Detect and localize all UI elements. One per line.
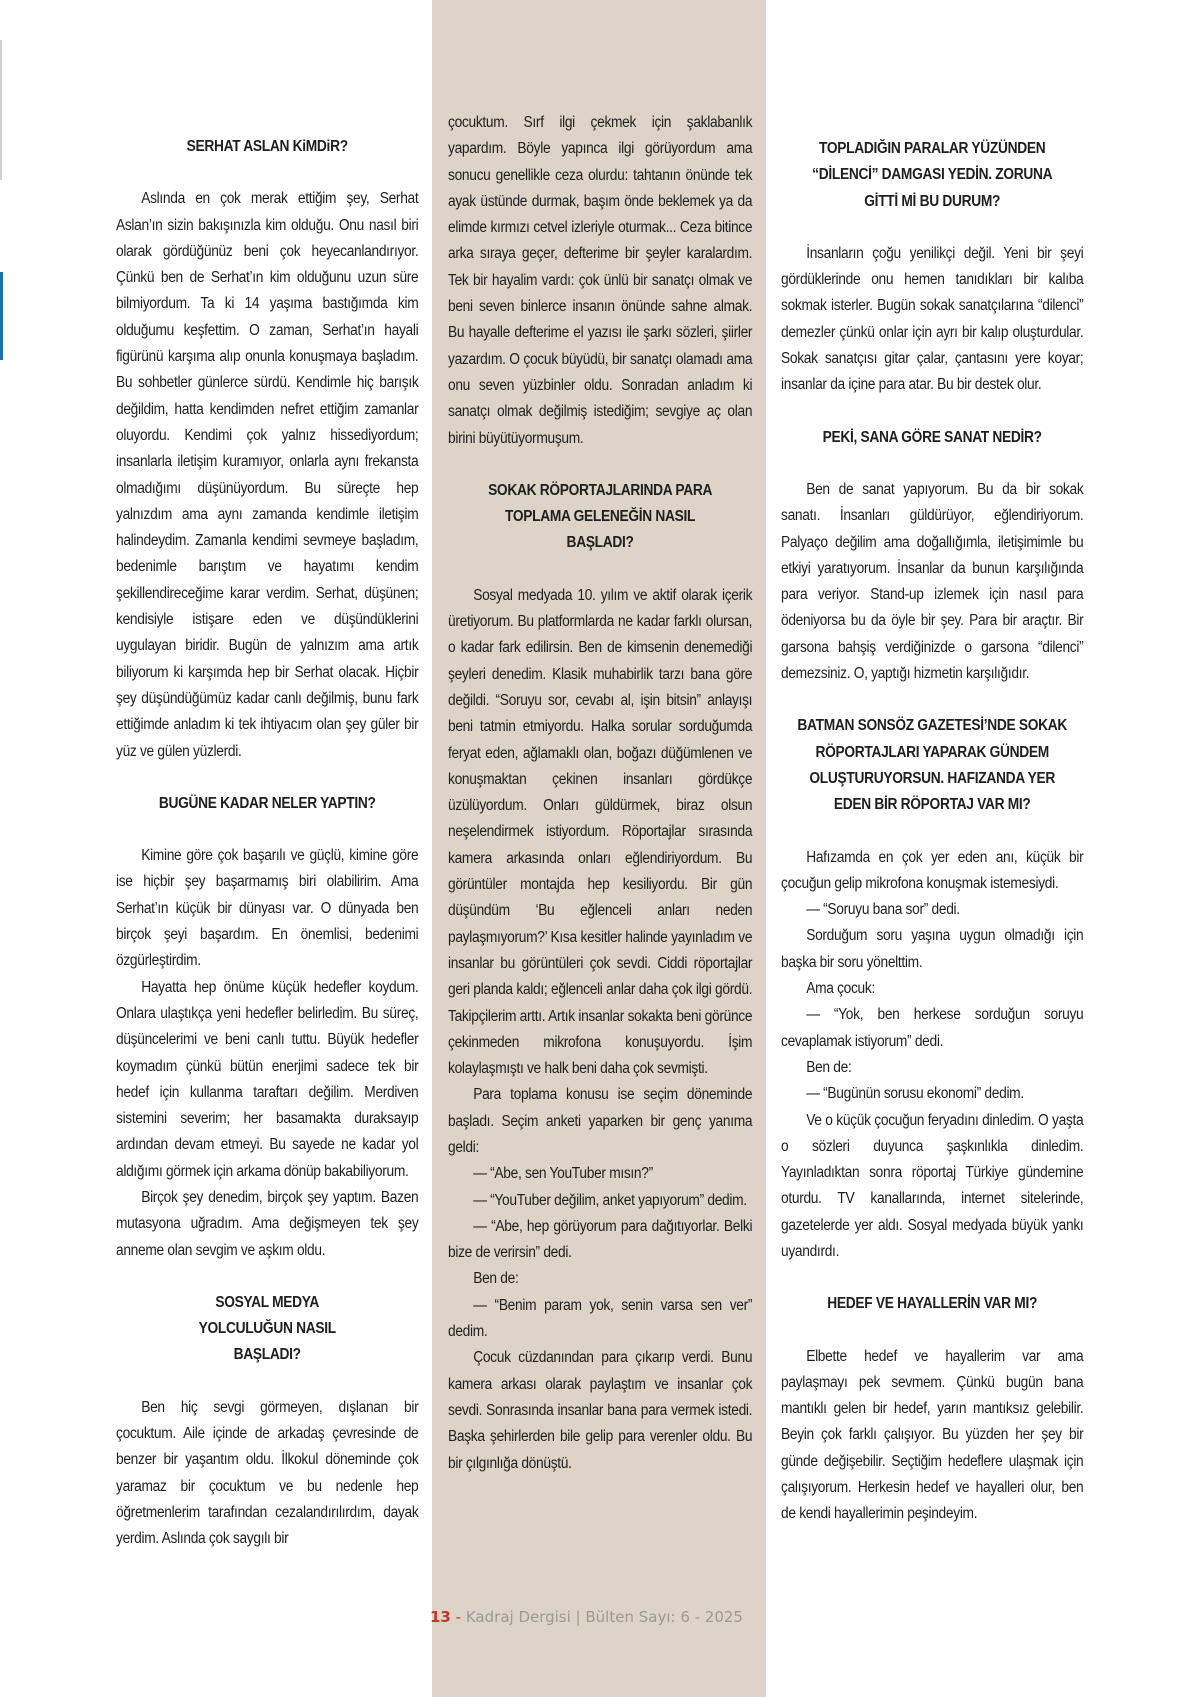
- blue-margin-marker: [0, 272, 3, 360]
- heading-what-have-you-done: BUGÜNE KADAR NELER YAPTIN?: [158, 794, 376, 812]
- page-footer: [430, 1608, 790, 1626]
- heading-street-interview-money: SOKAK RÖPORTAJLARINDA PARA TOPLAMA GELENEĞİN NASIL BAŞLADI?: [488, 481, 713, 552]
- dialogue-line: — “Abe, hep görüyorum para dağıtıyorlar. Belki bize de verirsin” dedi.: [448, 1217, 753, 1262]
- dialogue-line: — “Benim param yok, senin varsa sen ver” dedim.: [448, 1296, 753, 1341]
- page-edge-line: [0, 40, 2, 180]
- column-left: [116, 134, 418, 1553]
- dialogue-line: Ben de:: [806, 1058, 852, 1076]
- column-right: [781, 136, 1083, 1528]
- paragraph: Ben hiç sevgi görmeyen, dışlanan bir çocuktum. Aile içinde de arkadaş çevresinde de benzer bir yaşantım oldu. İlkokul döneminde çok yaramaz bir çocuktum ve bu nedenle hep öğretmenlerim tarafından cezalandırılırdım, dayak yerdim. Aslında çok saygılı bir: [116, 1398, 419, 1548]
- heading-what-is-art: PEKİ, SANA GÖRE SANAT NEDİR?: [822, 428, 1042, 446]
- paragraph: Sorduğum soru yaşına uygun olmadığı için başka bir soru yönelttim.: [781, 927, 1084, 971]
- paragraph: çocuktum. Sırf ilgi çekmek için şaklabanlık yapardım. Böyle yapınca ilgi görüyordum ama sonucu genellikle ceza olurdu: tahtanın önünde tek ayak üstünde durmak, başım önde beklemek ya da elimde kırmızı cetvel izleriyle oturmak... Ceza bitince arka sıraya geçer, defterime bir şeyler karalardım. Tek bir hayalim vardı: çok ünlü bir sanatçı olmak ve beni seven binlerce insanın önünde sahne almak. Bu hayalle defterime el yazısı ile şarkı sözleri, şiirler yazardım. O çocuk büyüdü, bir sanatçı olamadı ama onu seven yüzbinler oldu. Sonradan anladım ki sanatçı olmak değilmiş istediğim; sevgiye aç olan birini büyütüyormuşum.: [448, 114, 753, 447]
- paragraph: Elbette hedef ve hayallerim var ama paylaşmayı pek sevmem. Çünkü bugün bana mantıklı gelen bir hedef, yarın mantıksız gelebilir. Beyin çok farklı çalışıyor. Bu yüzden her şey bir günde değişebilir. Seçtiğim hedeflere ulaşmak için çalışıyorum. Herkesin hedef ve hayalleri olur, ben de kendi hayallerimin peşindeyim.: [781, 1347, 1084, 1523]
- page-number: 13: [430, 1608, 451, 1626]
- heading-social-media-journey: SOSYAL MEDYA YOLCULUĞUN NASIL BAŞLADI?: [198, 1293, 336, 1364]
- paragraph: Hayatta hep önüme küçük hedefler koydum. Onlara ulaştıkça yeni hedefler belirledim. Bu süreç, düşüncelerimi ve beni canlı tuttu. Büyük hedefler koymadım çünkü bütün enerjimi sadece tek bir hedef için kullanma taraftarı değilim. Merdiven sistemini severim; her basamakta duraksayıp ardından devam etmeyi. Bu sayede ne kadar yol aldığımı görmek için arkama dönüp bakabiliyorum.: [116, 978, 419, 1180]
- dialogue-line: — “Abe, sen YouTuber mısın?”: [473, 1165, 653, 1183]
- paragraph: Kimine göre çok başarılı ve güçlü, kimine göre ise hiçbir şey başarmamış biri olabilirim. Ama Serhat’ın küçük bir dünyası var. O dünyada ben birçok şeyi başardım. En önemlisi, bedenimi özgürleştirdim.: [116, 847, 419, 970]
- paragraph: Hafızamda en çok yer eden anı, küçük bir çocuğun gelip mikrofona konuşmak istemesiydi.: [781, 848, 1084, 892]
- heading-goals-and-dreams: HEDEF VE HAYALLERİN VAR MI?: [827, 1295, 1038, 1313]
- paragraph: Ben de sanat yapıyorum. Bu da bir sokak sanatı. İnsanları güldürüyor, eğlendiriyorum. Palyaço değilim ama doğallığımla, iletişimimle bu etkiyi yaratıyorum. İnsanlar da bunun karşılığında para veriyor. Stand-up izlemek için nasıl para ödeniyorsa bu da öyle bir şey. Para bir araçtır. Bir garsona bahşiş verdiğinizde o garsona “dilenci” demezsiniz. O, yaptığı hizmetin karşılığıdır.: [781, 480, 1084, 683]
- paragraph: Para toplama konusu ise seçim döneminde başladı. Seçim anketi yaparken bir genç yanıma geldi:: [448, 1086, 753, 1156]
- paragraph: Çocuk cüzdanından para çıkarıp verdi. Bunu kamera arkası olarak paylaştım ve insanlar çok sevdi. Sonrasında insanlar bana para vermek istedi. Başka şehirlerden bile gelip para verenler oldu. Bu bir çılgınlığa dönüştü.: [448, 1349, 753, 1472]
- dialogue-line: — “Yok, ben herkese sorduğun soruyu cevaplamak istiyorum” dedi.: [781, 1006, 1084, 1050]
- footer-separator: -: [455, 1608, 462, 1626]
- paragraph: Aslında en çok merak ettiğim şey, Serhat Aslan’ın sizin bakışınızla kim olduğu. Onu nasıl biri olarak gördüğünüz beni çok heyecanlandırıyor. Çünkü ben de Serhat’ın kim olduğunu uzun süre bilmiyordum. Ta ki 14 yaşıma bastığımda kim olduğumu keşfettim. O zaman, Serhat’ın hayali figürünü karşıma alıp onunla konuşmaya başladım. Bu sohbetler günlerce sürdü. Kendimle hiç barışık değildim, hatta kendimden nefret ettiğim zamanlar oluyordu. Kendimi çok yalnız hissediyordum; insanlarla iletişim kuramıyor, onlarla aynı frekansta olmadığımı düşünüyordum. Bu süreçte hep yalnızdım ama aynı zamanda kendimle iletişim halindeydim. Zamanla kendimi sevmeye başladım, bedenimle barıştım ve hayatımı kendim şekillendireceğime karar verdim. Serhat, düşünen; kendisiyle istişare eden ve düşündüklerini uygulayan biridir. Bugün de yalnızım ama artık biliyorum ki karşımda hep bir Serhat olacak. Hiçbir şey düşündüğümüz kadar canlı değilmiş, bunu fark ettiğimde anladım ki tek ihtiyacım olan şey güler bir yüz ve gülen yüzlerdi.: [116, 190, 419, 760]
- heading-who-is-serhat: SERHAT ASLAN KiMDiR?: [186, 138, 348, 155]
- footer-publication: Kadraj Dergisi | Bülten Sayı: 6 - 2025: [465, 1608, 743, 1626]
- dialogue-line: Ama çocuk:: [806, 980, 875, 998]
- paragraph: Birçok şey denedim, birçok şey yaptım. Bazen mutasyona uğradım. Ama değişmeyen tek şey anneme olan sevgim ve aşkım oldu.: [116, 1188, 419, 1259]
- paragraph: İnsanların çoğu yenilikçi değil. Yeni bir şeyi gördüklerinde onu hemen tanıdıkları bir kalıba sokmak isterler. Bugün sokak sanatçılarına “dilenci” demezler çünkü onlar için ayrı bir kalıp oluşturdular. Sokak sanatçısı gitar çalar, çantasını yere koyar; insanlar da içine para atar. Bu bir destek olur.: [781, 244, 1084, 394]
- dialogue-line: — “YouTuber değilim, anket yapıyorum” dedim.: [473, 1191, 747, 1209]
- heading-beggar-stigma: TOPLADIĞIN PARALAR YÜZÜNDEN “DİLENCİ” DAMGASI YEDİN. ZORUNA GİTTİ Mİ BU DURUM?: [812, 140, 1053, 210]
- dialogue-line: — “Soruyu bana sor” dedi.: [806, 901, 960, 919]
- dialogue-line: Ben de:: [473, 1270, 519, 1288]
- paragraph: Ve o küçük çocuğun feryadını dinledim. O yaşta o sözleri duyunca şaşkınlıkla dinledim. Yayınladıktan sonra röportaj Türkiye gündemine oturdu. TV kanallarında, internet sitelerinde, gazetelerde yer aldı. Sosyal medyada büyük yankı uyandırdı.: [781, 1111, 1084, 1260]
- column-middle: [448, 110, 752, 1477]
- heading-memorable-interview: BATMAN SONSÖZ GAZETESİ’NDE SOKAK RÖPORTAJLARI YAPARAK GÜNDEM OLUŞTURUYORSUN. HAFIZANDA YER EDEN BİR RÖPORTAJ VAR MI?: [797, 717, 1068, 814]
- paragraph: Sosyal medyada 10. yılım ve aktif olarak içerik üretiyorum. Bu platformlarda ne kadar farklı olursan, o kadar fark edilirsin. Ben de kimsenin denemediği şeyleri denedim. Klasik muhabirlik tarzı bana göre değildi. “Soruyu sor, cevabı al, işin bitsin” anlayışı beni tatmin etmiyordu. Halka sorular sorduğumda feryat eden, ağlamaklı olan, boğazı düğümlenen ve konuşmaktan çekinen insanları gördükçe üzülüyordum. Onları güldürmek, biraz olsun neşelendirmek istiyordum. Röportajlar sırasında kamera arkasında onları eğlendiriyordum. Bu görüntüler montajda hep kesiliyordu. Bir gün düşündüm ‘Bu eğlenceli anları neden paylaşmıyorum?’ Kısa kesitler halinde yayınladım ve insanlar bu görüntüleri çok sevdi. Ciddi röportajlar geri planda kaldı; eğlenceli anlar daha çok ilgi gördü. Takipçilerim arttı. Artık insanlar sokakta beni görünce çekinmeden mikrofona konuşuyordu. İşim kolaylaşmıştı ve halk beni daha çok sevmişti.: [448, 586, 753, 1078]
- dialogue-line: — “Bugünün sorusu ekonomi” dedim.: [806, 1085, 1024, 1103]
